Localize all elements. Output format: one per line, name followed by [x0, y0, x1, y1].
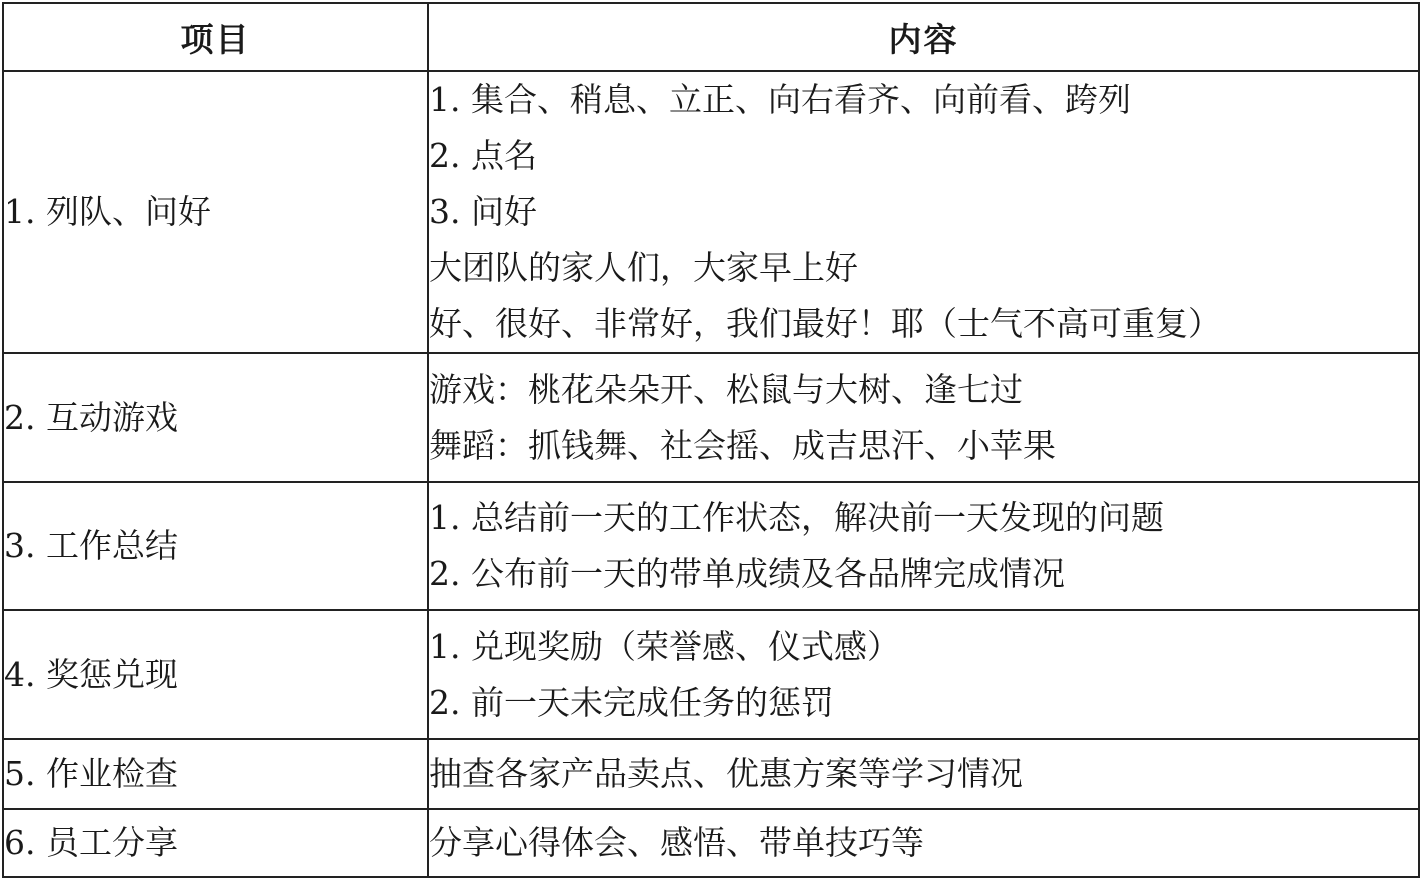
item-cell: 4. 奖惩兑现	[3, 610, 428, 739]
content-cell	[428, 353, 1419, 482]
content-cell	[428, 610, 1419, 739]
table-row	[3, 739, 1419, 809]
table-row	[3, 610, 1419, 739]
table-header-row	[3, 3, 1419, 71]
content-line: 舞蹈：抓钱舞、社会摇、成吉思汗、小苹果	[429, 425, 1056, 465]
content-cell	[428, 71, 1419, 353]
content-line: 2. 点名	[429, 136, 537, 175]
content-line: 2. 前一天未完成任务的惩罚	[429, 682, 834, 722]
item-cell: 3. 工作总结	[3, 482, 428, 610]
item-cell: 1. 列队、问好	[3, 71, 428, 353]
item-cell: 6. 员工分享	[3, 809, 428, 877]
item-cell: 5. 作业检查	[3, 739, 428, 809]
content-line: 抽查各家产品卖点、优惠方案等学习情况	[429, 754, 1023, 793]
content-cell	[428, 809, 1419, 877]
header-item: 项目	[3, 3, 428, 71]
content-cell	[428, 482, 1419, 610]
header-content: 内容	[428, 3, 1419, 71]
table-row	[3, 353, 1419, 482]
content-line: 2. 公布前一天的带单成绩及各品牌完成情况	[429, 554, 1065, 593]
content-line: 1. 集合、稍息、立正、向右看齐、向前看、跨列	[429, 80, 1131, 119]
content-line: 分享心得体会、感悟、带单技巧等	[429, 823, 924, 862]
table-row	[3, 482, 1419, 610]
content-line: 好、很好、非常好，我们最好！耶（士气不高可重复）	[429, 304, 1221, 343]
content-cell	[428, 739, 1419, 809]
content-line: 大团队的家人们，大家早上好	[429, 248, 858, 287]
content-line: 1. 兑现奖励（荣誉感、仪式感）	[429, 626, 900, 666]
item-cell: 2. 互动游戏	[3, 353, 428, 482]
schedule-table	[2, 2, 1420, 878]
content-line: 游戏：桃花朵朵开、松鼠与大树、逢七过	[429, 369, 1023, 409]
table-row	[3, 71, 1419, 353]
content-line: 1. 总结前一天的工作状态，解决前一天发现的问题	[429, 498, 1164, 537]
content-line: 3. 问好	[429, 192, 537, 231]
table-row	[3, 809, 1419, 877]
